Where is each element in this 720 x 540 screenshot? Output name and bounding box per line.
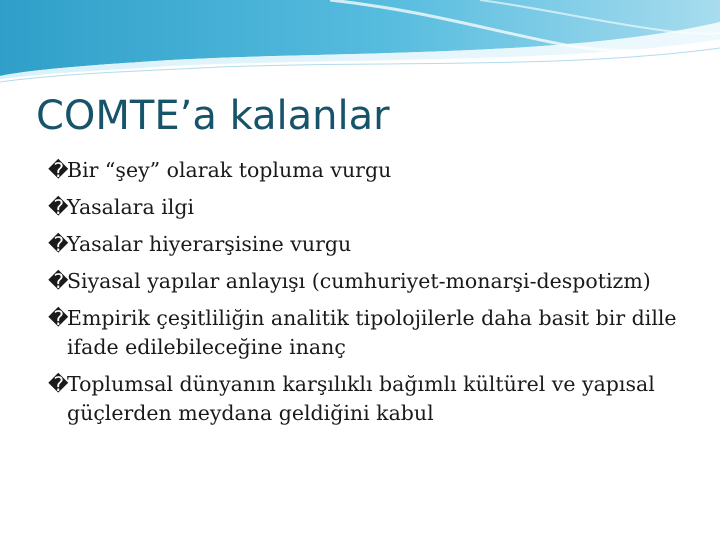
bullet-text: Empirik çeşitliliğin analitik tipolojilerle daha basit bir dille ifade edilebileceğine inanç: [67, 306, 677, 359]
bullet-glyph-icon: �: [48, 306, 69, 330]
bullet-item: [48, 370, 688, 428]
bullet-text: Siyasal yapılar anlayışı (cumhuriyet-monarşi-despotizm): [67, 269, 651, 293]
bullet-text: Yasalar hiyerarşisine vurgu: [67, 232, 352, 256]
bullet-item: [48, 156, 688, 185]
bullet-glyph-icon: �: [48, 158, 69, 182]
slide-title: COMTE’a kalanlar: [36, 93, 390, 139]
bullet-text: Yasalara ilgi: [67, 195, 195, 219]
bullet-text: Toplumsal dünyanın karşılıklı bağımlı kültürel ve yapısal güçlerden meydana geldiğini kabul: [67, 372, 655, 425]
bullet-item: [48, 193, 688, 222]
bullet-glyph-icon: �: [48, 232, 69, 256]
bullet-item: [48, 304, 688, 362]
bullet-text: Bir “şey” olarak topluma vurgu: [67, 158, 392, 182]
bullet-glyph-icon: �: [48, 372, 69, 396]
bullet-list: [48, 156, 688, 436]
bullet-item: [48, 230, 688, 259]
header-wave-decoration: [0, 0, 720, 90]
bullet-item: [48, 267, 688, 296]
bullet-glyph-icon: �: [48, 195, 69, 219]
bullet-glyph-icon: �: [48, 269, 69, 293]
